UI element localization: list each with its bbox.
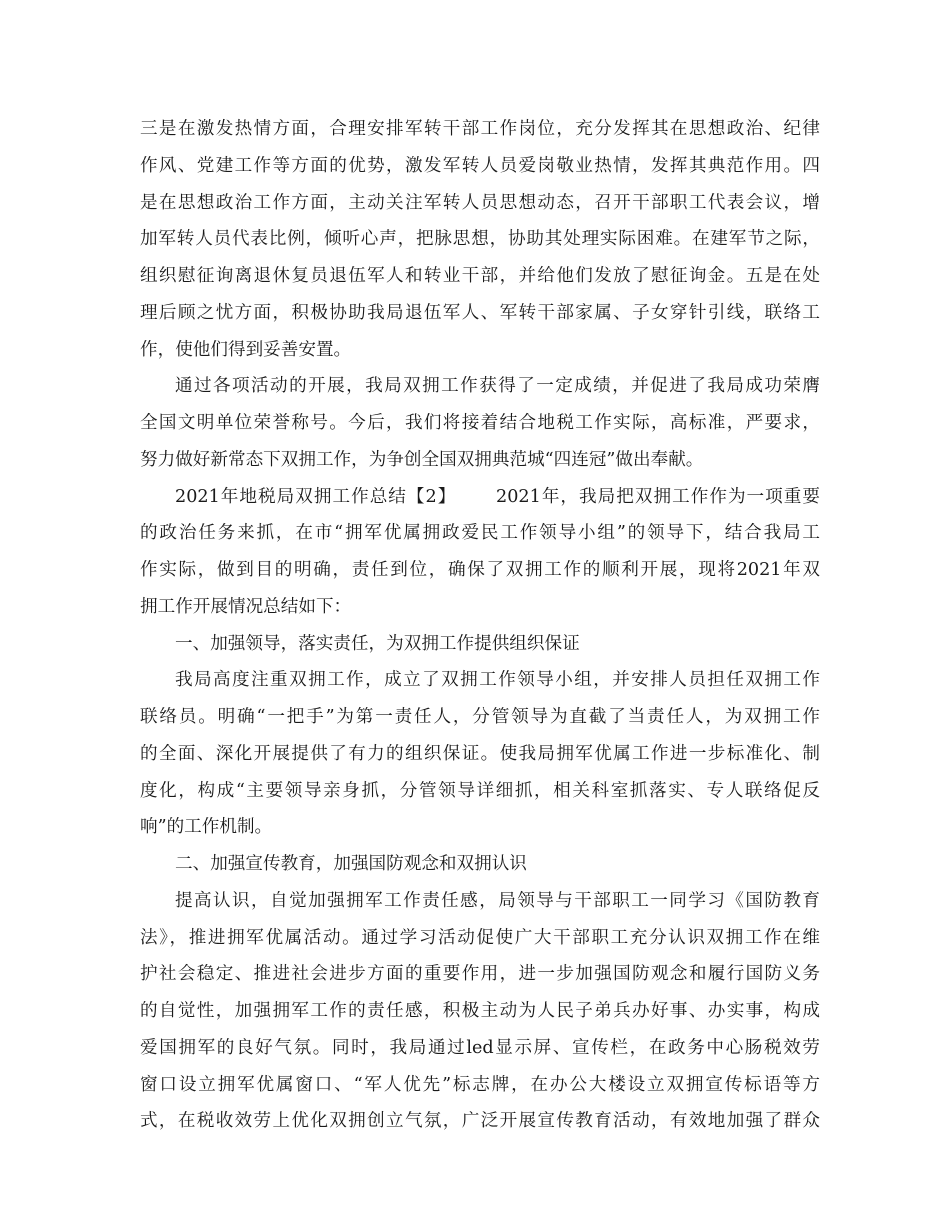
text-line: 提高认识，自觉加强拥军工作责任感，局领导与干部职工一同学习《国防教育 bbox=[175, 890, 820, 911]
text-line: 作风、党建工作等方面的优势，激发军转人员爱岗敬业热情，发挥其典范作用。四 bbox=[140, 155, 820, 176]
text-line: 全国文明单位荣誉称号。今后，我们将接着结合地税工作实际，高标准，严要求， bbox=[140, 413, 820, 433]
text-line: 三是在激发热情方面，合理安排军转干部工作岗位，充分发挥其在思想政治、纪律 bbox=[140, 119, 820, 139]
text-line: 是在思想政治工作方面，主动关注军转人员思想动态，召开干部职工代表会议，增 bbox=[140, 192, 820, 213]
text-line: 的自觉性，加强拥军工作的责任感，积极主动为人民子弟兵办好事、办实事，构成 bbox=[140, 1001, 820, 1021]
text-line: 度化，构成“主要领导亲身抓，分管领导详细抓，相关科室抓落实、专人联络促反 bbox=[140, 780, 820, 801]
text-line: 一、加强领导，落实责任，为双拥工作提供组织保证 bbox=[175, 633, 580, 654]
text-line: 爱国拥军的良好气氛。同时，我局通过led显示屏、宣传栏，在政务中心肠税效劳 bbox=[140, 1037, 820, 1058]
text-line: 努力做好新常态下双拥工作，为争创全国双拥典范城“四连冠”做出奉献。 bbox=[140, 449, 704, 470]
text-line: 理后顾之忧方面，积极协助我局退伍军人、军转干部家属、子女穿针引线，联络工 bbox=[140, 302, 820, 323]
text-line: 二、加强宣传教育，加强国防观念和双拥认识 bbox=[175, 854, 527, 874]
text-line: 作，使他们得到妥善安置。 bbox=[140, 339, 352, 360]
text-line: 的全面、深化开展提供了有力的组织保证。使我局拥军优属工作进一步标准化、制 bbox=[140, 743, 820, 764]
text-line: 加军转人员代表比例，倾听心声，把脉思想，协助其处理实际困难。在建军节之际， bbox=[140, 229, 820, 250]
text-line: 法》，推进拥军优属活动。通过学习活动促使广大干部职工充分认识双拥工作在维 bbox=[140, 927, 820, 948]
text-line: 联络员。明确“一把手”为第一责任人，分管领导为直截了当责任人，为双拥工作 bbox=[140, 707, 820, 727]
text-line: 作实际，做到目的明确，责任到位，确保了双拥工作的顺利开展，现将2021年双 bbox=[140, 560, 820, 580]
text-line: 的政治任务来抓，在市“拥军优属拥政爱民工作领导小组”的领导下，结合我局工 bbox=[140, 523, 820, 544]
text-line: 通过各项活动的开展，我局双拥工作获得了一定成绩，并促进了我局成功荣膺 bbox=[175, 376, 820, 397]
text-line: 响”的工作机制。 bbox=[140, 817, 273, 838]
text-line: 护社会稳定、推进社会进步方面的重要作用，进一步加强国防观念和履行国防义务 bbox=[140, 964, 820, 985]
text-line: 2021年地税局双拥工作总结【2】 2021年，我局把双拥工作作为一项重要 bbox=[175, 486, 820, 507]
text-line: 我局高度注重双拥工作，成立了双拥工作领导小组，并安排人员担任双拥工作 bbox=[175, 670, 820, 691]
text-line: 窗口设立拥军优属窗口、“军人优先”标志牌，在办公大楼设立双拥宣传标语等方 bbox=[140, 1074, 820, 1095]
text-line: 组织慰征询离退休复员退伍军人和转业干部，并给他们发放了慰征询金。五是在处 bbox=[140, 266, 820, 286]
text-line: 式，在税收效劳上优化双拥创立气氛，广泛开展宣传教育活动，有效地加强了群众 bbox=[140, 1111, 820, 1132]
text-line: 拥工作开展情况总结如下： bbox=[140, 596, 352, 617]
